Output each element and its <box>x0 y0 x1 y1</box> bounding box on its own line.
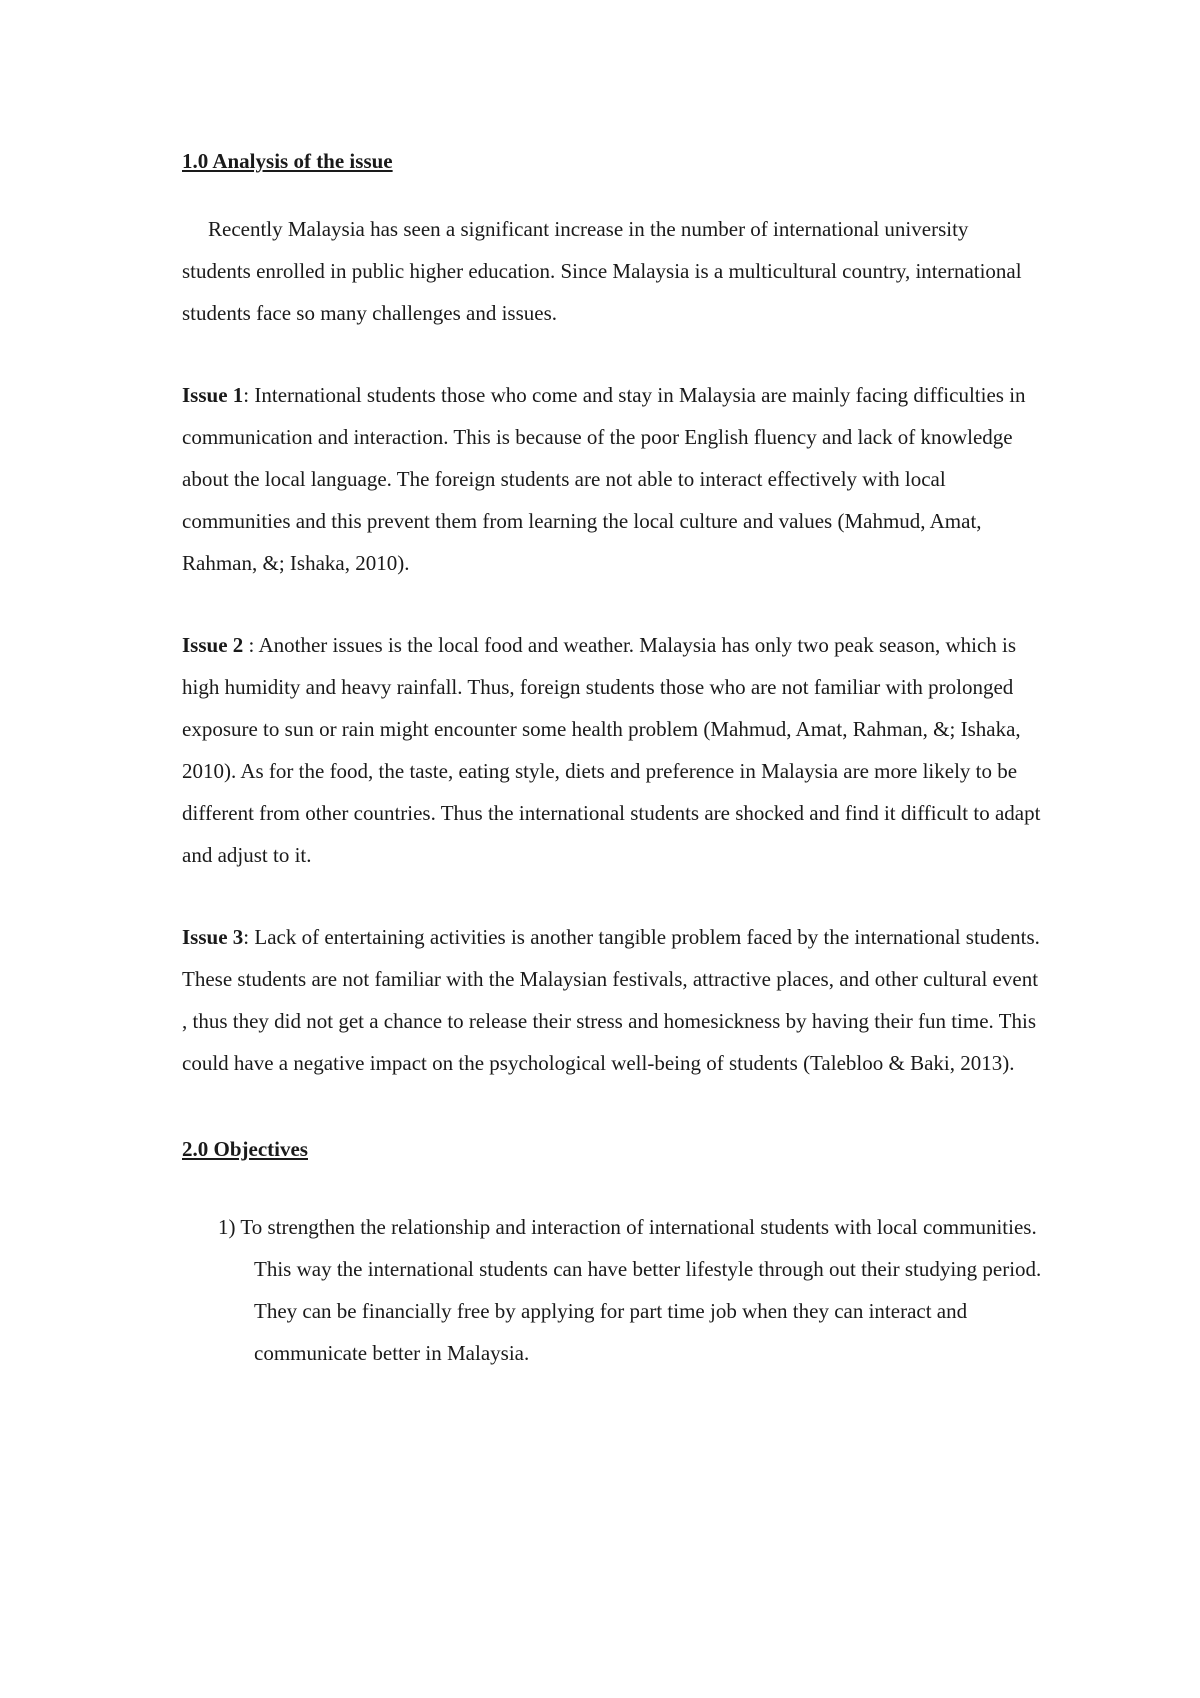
section-heading-analysis: 1.0 Analysis of the issue <box>182 149 393 173</box>
objective-item <box>182 1206 1042 1374</box>
issue-label-3: Issue 3 <box>182 925 244 949</box>
issue-label-2: Issue 2 <box>182 633 244 657</box>
issue-text-2: Another issues is the local food and weather. Malaysia has only two peak season, which is high humidity and heavy rainfall. Thus, foreign students those who are not familiar with prolonged exposure to sun or rain might encounter some health problem (Mahmud, Amat, Rahman, &; Ishaka, 2010). As for the food, the taste, eating style, diets and preference in Malaysia are more likely to be different from other countries. Thus the international students are shocked and find it difficult to adapt and adjust to it. <box>182 633 1041 867</box>
objectives-list <box>182 1206 1042 1374</box>
intro-paragraph: Recently Malaysia has seen a significant increase in the number of international university students enrolled in public higher education. Since Malaysia is a multicultural country, international students face so many challenges and issues. <box>182 217 1022 325</box>
issue-separator-1: : <box>243 383 255 407</box>
objective-text: To strengthen the relationship and interaction of international students with local communities. This way the international students can have better lifestyle through out their studying period. They can be financially free by applying for part time job when they can interact and communicate better in Malaysia. <box>240 1215 1042 1365</box>
issue-label-1: Issue 1 <box>182 383 244 407</box>
issue-paragraph-2 <box>182 624 1042 876</box>
issue-separator-3: : <box>243 925 255 949</box>
section-heading-objectives: 2.0 Objectives <box>182 1137 308 1161</box>
issue-text-3: Lack of entertaining activities is another tangible problem faced by the international students. These students are not familiar with the Malaysian festivals, attractive places, and other cultural event , thus they did not get a chance to release their stress and homesickness by having their fun time. This could have a negative impact on the psychological well-being of students (Talebloo & Baki, 2013). <box>182 925 1040 1075</box>
issue-separator-2: : <box>243 633 259 657</box>
issue-paragraph-1 <box>182 374 1042 584</box>
objective-number: 1) <box>218 1215 241 1239</box>
issue-paragraph-3 <box>182 916 1042 1084</box>
issue-text-1: International students those who come and stay in Malaysia are mainly facing difficulties in communication and interaction. This is because of the poor English fluency and lack of knowledge about the local language. The foreign students are not able to interact effectively with local communities and this prevent them from learning the local culture and values (Mahmud, Amat, Rahman, &; Ishaka, 2010). <box>182 383 1026 575</box>
document-page <box>182 140 1042 1374</box>
